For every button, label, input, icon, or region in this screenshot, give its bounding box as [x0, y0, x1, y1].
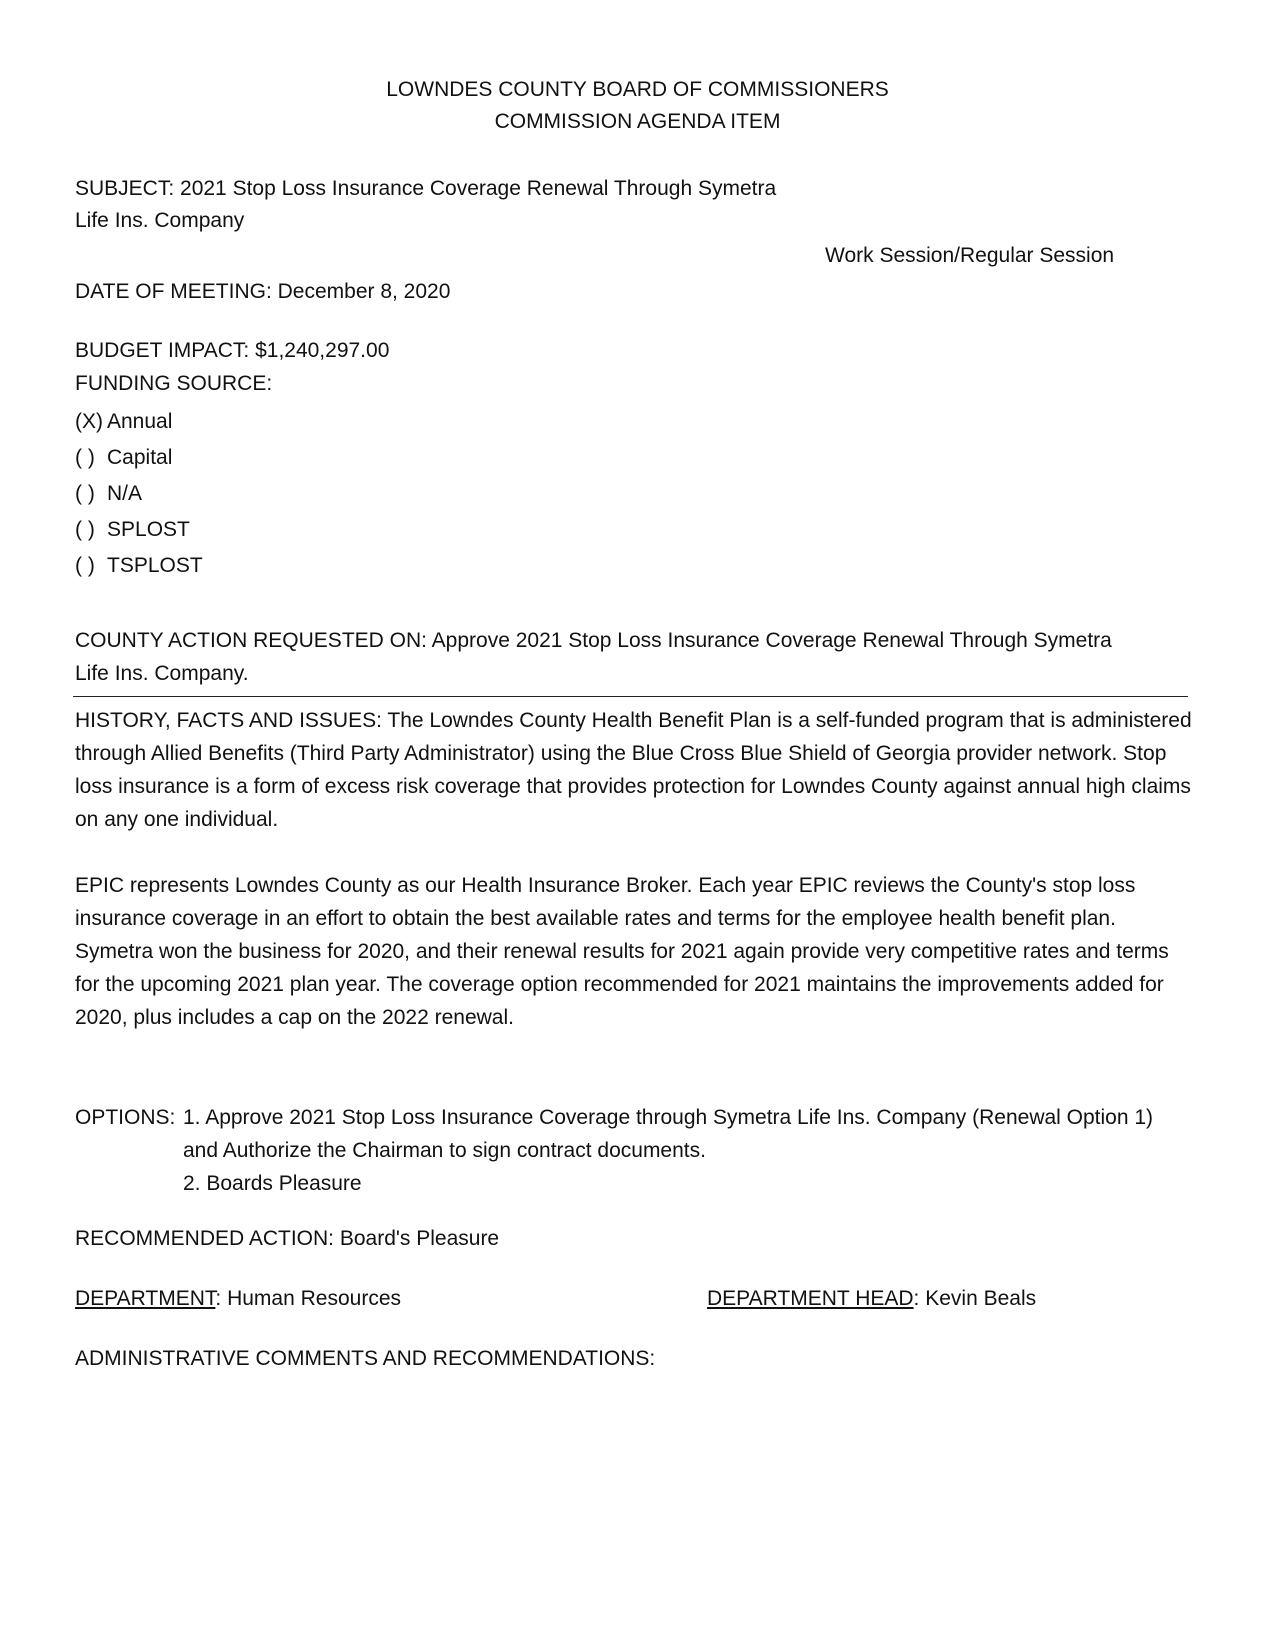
funding-option-label: Annual: [107, 410, 173, 433]
org-title: LOWNDES COUNTY BOARD OF COMMISSIONERS: [386, 78, 889, 101]
subject-line-2: Life Ins. Company: [75, 209, 245, 232]
session-type: Work Session/Regular Session: [825, 244, 1115, 267]
options-label: OPTIONS:: [75, 1106, 176, 1129]
subject-line-1: SUBJECT: 2021 Stop Loss Insurance Coverage Renewal Through Symetra: [75, 177, 777, 200]
budget-impact: BUDGET IMPACT: $1,240,297.00: [75, 339, 390, 362]
history-paragraph-1: HISTORY, FACTS AND ISSUES: The Lowndes County Health Benefit Plan is a self-funded program that is administered through Allied Benefits (Third Party Administrator) using the Blue Cross Blue Shield of Georgia provider network. Stop loss insurance is a form of excess risk coverage that provides protection for Lowndes County against annual high claims on any one individual.: [75, 709, 1192, 831]
options-list: [183, 1101, 1183, 1200]
meeting-date: DATE OF MEETING: December 8, 2020: [75, 280, 451, 303]
funding-mark: ( ): [75, 518, 95, 541]
department-head-label: DEPARTMENT HEAD: [707, 1287, 914, 1310]
funding-option-splost: [75, 517, 190, 543]
funding-option-label: N/A: [107, 482, 143, 505]
department-head-value: : Kevin Beals: [913, 1287, 1037, 1310]
option-item-2: 2. Boards Pleasure: [183, 1172, 362, 1195]
funding-option-capital: [75, 445, 172, 471]
doc-type-title: COMMISSION AGENDA ITEM: [494, 110, 781, 133]
recommended-action: RECOMMENDED ACTION: Board's Pleasure: [75, 1227, 500, 1250]
funding-option-tsplost: [75, 553, 203, 579]
history-paragraph-2: EPIC represents Lowndes County as our Health Insurance Broker. Each year EPIC reviews the County's stop loss insurance coverage in an effort to obtain the best available rates and terms for the employee health benefit plan. Symetra won the business for 2020, and their renewal results for 2021 again provide very competitive rates and terms for the upcoming 2021 plan year. The coverage option recommended for 2021 maintains the improvements added for 2020, plus includes a cap on the 2022 renewal.: [75, 874, 1169, 1029]
option-item-1: 1. Approve 2021 Stop Loss Insurance Coverage through Symetra Life Ins. Company (Renewal Option 1) and Authorize the Chairman to sign contract documents.: [183, 1106, 1154, 1162]
funding-source-label: FUNDING SOURCE:: [75, 372, 273, 395]
funding-mark: (X): [75, 410, 103, 433]
department-value: : Human Resources: [215, 1287, 401, 1310]
action-requested-line-1: COUNTY ACTION REQUESTED ON: Approve 2021 Stop Loss Insurance Coverage Renewal Through Symetra: [75, 629, 1112, 652]
funding-option-label: SPLOST: [107, 518, 190, 541]
department: [75, 1286, 401, 1312]
funding-mark: ( ): [75, 482, 95, 505]
funding-option-label: TSPLOST: [107, 554, 203, 577]
admin-comments-label: ADMINISTRATIVE COMMENTS AND RECOMMENDATIONS:: [75, 1347, 656, 1370]
department-head: [707, 1286, 1036, 1312]
funding-mark: ( ): [75, 554, 95, 577]
department-label: DEPARTMENT: [75, 1287, 216, 1310]
section-divider: [73, 696, 1188, 697]
funding-option-na: [75, 481, 142, 507]
funding-option-annual: [75, 409, 172, 435]
action-requested-line-2: Life Ins. Company.: [75, 662, 249, 685]
funding-mark: ( ): [75, 446, 95, 469]
funding-option-label: Capital: [107, 446, 173, 469]
